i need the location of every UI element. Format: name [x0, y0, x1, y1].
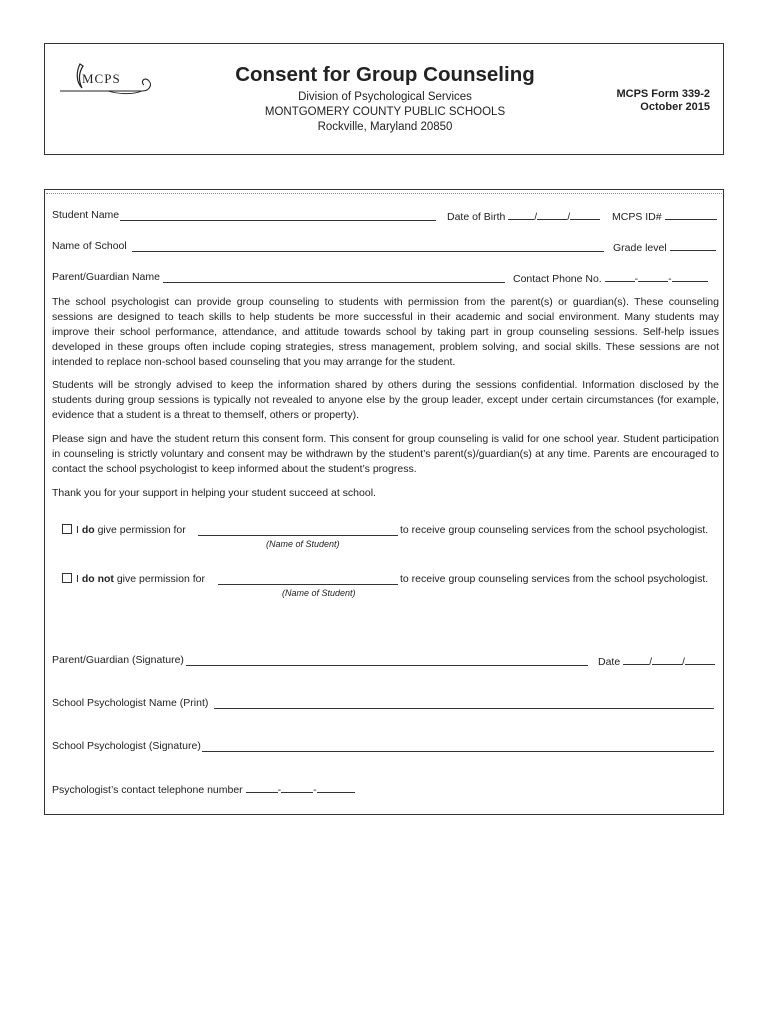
dotted-divider — [46, 193, 722, 194]
do-name-caption: (Name of Student) — [266, 539, 340, 549]
do-not-name-caption: (Name of Student) — [282, 588, 356, 598]
do-permission-checkbox[interactable] — [62, 524, 72, 534]
contact-phone-area-input[interactable] — [605, 271, 635, 282]
signature-date-label-text: Date — [598, 656, 621, 668]
contact-phone-label: Contact Phone No. - - — [513, 271, 708, 285]
psych-name-input[interactable] — [214, 708, 714, 709]
signature-date-label: Date / / — [598, 654, 715, 668]
do-not-tail-text: to receive group counseling services from the school psychologist. — [400, 573, 709, 585]
signature-date-month-input[interactable] — [623, 654, 649, 665]
parent-signature-input[interactable] — [186, 665, 588, 666]
form-number: MCPS Form 339-2 — [616, 88, 710, 100]
psych-phone-label-text: Psychologist’s contact telephone number — [52, 784, 243, 796]
thank-you-text: Thank you for your support in helping your student succeed at school. — [52, 487, 376, 499]
contact-phone-prefix-input[interactable] — [638, 271, 668, 282]
grade-level-input[interactable] — [670, 240, 716, 251]
school-name-label: Name of School — [52, 240, 127, 252]
mcps-id-label — [612, 209, 717, 223]
do-not-suffix: give permission for — [113, 573, 205, 585]
parent-signature-label: Parent/Guardian (Signature) — [52, 654, 184, 666]
location-text: Rockville, Maryland 20850 — [317, 121, 453, 133]
confidentiality-paragraph: Students will be strongly advised to keep the information shared by others during the sessions confidential. Information disclosed by the students during group sessions is typically not revealed to anyone else by the group leader, except under certain circumstances (for example, evidence that a student is a threat to themself, others or property). — [52, 379, 719, 421]
grade-level-label — [613, 240, 716, 254]
do-suffix: give permission for — [94, 524, 186, 536]
district-text: MONTGOMERY COUNTY PUBLIC SCHOOLS — [264, 106, 506, 118]
student-name-input[interactable] — [120, 220, 436, 221]
date-of-birth-label-text: Date of Birth — [447, 211, 506, 223]
school-name-input[interactable] — [132, 251, 604, 252]
do-not-permission-option[interactable] — [62, 573, 205, 585]
signature-date-day-input[interactable] — [652, 654, 682, 665]
signature-date-year-input[interactable] — [685, 654, 715, 665]
dob-day-input[interactable] — [537, 209, 567, 220]
division-text: Division of Psychological Services — [298, 91, 472, 103]
contact-phone-line-input[interactable] — [672, 271, 708, 282]
contact-phone-label-text: Contact Phone No. — [513, 273, 602, 285]
do-permission-option[interactable] — [62, 524, 186, 536]
date-of-birth-label: Date of Birth / / — [447, 209, 600, 223]
psych-name-label: School Psychologist Name (Print) — [52, 697, 209, 709]
parent-name-label: Parent/Guardian Name — [52, 271, 160, 283]
psych-phone-label: Psychologist’s contact telephone number - - — [52, 782, 355, 796]
do-prefix: I — [76, 524, 82, 536]
do-student-name-input[interactable] — [198, 535, 398, 536]
mcps-id-input[interactable] — [665, 209, 717, 220]
mcps-id-label-text: MCPS ID# — [612, 211, 662, 223]
psych-phone-line-input[interactable] — [317, 782, 355, 793]
grade-level-label-text: Grade level — [613, 242, 667, 254]
psych-signature-input[interactable] — [202, 751, 714, 752]
psych-phone-prefix-input[interactable] — [281, 782, 313, 793]
intro-paragraph: The school psychologist can provide group counseling to students with permission from the parent(s) or guardian(s). These counseling sessions are designed to teach skills to help students be more successful in their academic and social environment. Many students may improve their school performance, attendance, and attitude towards school by taking part in group counseling sessions. Self-help issues developed in these groups often include coping strategies, stress management, problem solving, and social skills. These sessions are not intended to replace non-school based counseling that you may arrange for the student. — [52, 296, 719, 368]
do-word: do — [81, 524, 95, 536]
logo-text: MCPS — [82, 71, 121, 86]
psych-signature-label: School Psychologist (Signature) — [52, 740, 201, 752]
do-not-student-name-input[interactable] — [218, 584, 398, 585]
psych-phone-area-input[interactable] — [246, 782, 278, 793]
parent-name-input[interactable] — [163, 282, 505, 283]
do-not-prefix: I — [76, 573, 82, 585]
dob-year-input[interactable] — [570, 209, 600, 220]
student-name-label: Student Name — [52, 209, 120, 221]
do-not-word: do not — [81, 573, 114, 585]
do-tail-text: to receive group counseling services from the school psychologist. — [400, 524, 709, 536]
do-not-permission-checkbox[interactable] — [62, 573, 72, 583]
form-date: October 2015 — [640, 101, 710, 113]
dob-month-input[interactable] — [508, 209, 534, 220]
consent-paragraph: Please sign and have the student return this consent form. This consent for group counseling is valid for one school year. Student participation in counseling is strictly voluntary and consent may be withdrawn by the student’s parent(s)/guardian(s) at any time. Parents are encouraged to contact the school psychologist to keep informed about the student’s progress. — [52, 433, 719, 475]
page-title: Consent for Group Counseling — [235, 63, 535, 86]
